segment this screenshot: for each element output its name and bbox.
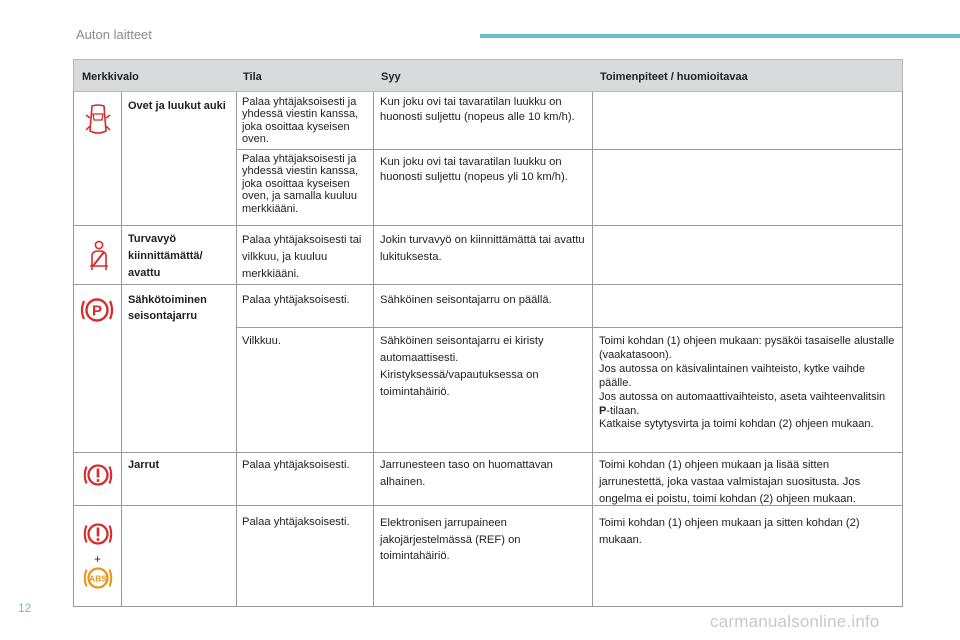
abs-icon-text: ABS: [89, 573, 107, 584]
svg-text:P: P: [91, 302, 103, 320]
page-number: 12: [18, 601, 32, 615]
table-border-left: [73, 92, 74, 607]
indicator-label-parking-brake: Sähkötoiminen seisontajarru: [128, 294, 207, 322]
plus-sign: +: [94, 552, 102, 566]
action-cell: Toimi kohdan (1) ohjeen mukaan ja lisää sitten jarrunestettä, joka vastaa valmistajan suositusta. Jos ongelma ei poistu, toimi kohdan (2) ohjeen mukaan.: [599, 459, 861, 505]
column-header-state: Tila: [243, 71, 262, 83]
indicator-label-brakes: Jarrut: [128, 459, 160, 471]
brake-warning-icon: [82, 520, 114, 548]
column-divider: [592, 92, 593, 607]
column-header-action: Toimenpiteet / huomioitavaa: [600, 71, 748, 83]
column-divider: [373, 92, 374, 607]
state-cell: Palaa yhtäjaksoisesti.: [242, 516, 350, 528]
state-cell: Palaa yhtäjaksoisesti.: [242, 294, 350, 306]
column-header-indicator: Merkkivalo: [82, 71, 139, 83]
cause-cell: Jarrunesteen taso on huomattavan alhainen.: [380, 459, 553, 488]
state-cell: Palaa yhtäjaksoisesti ja yhdessä viestin kanssa, joka osoittaa kyseisen oven, ja samalla kuuluu merkkiääni.: [242, 153, 359, 215]
row-divider: [73, 452, 903, 453]
parking-brake-icon: [79, 295, 115, 325]
cause-cell: Elektronisen jarrupaineen jakojärjestelmässä (REF) on toimintahäiriö.: [380, 517, 521, 562]
abs-icon: [82, 564, 114, 592]
action-cell: Toimi kohdan (1) ohjeen mukaan ja sitten kohdan (2) mukaan.: [599, 517, 860, 546]
cause-cell: Sähköinen seisontajarru ei kiristy automaattisesti. Kiristyksessä/vapautuksessa on toimintahäiriö.: [380, 335, 544, 398]
row-divider: [73, 284, 903, 285]
cause-cell: Jokin turvavyö on kiinnittämättä tai avattu lukituksesta.: [380, 234, 585, 263]
row-divider: [73, 225, 903, 226]
column-header-cause: Syy: [381, 71, 401, 83]
cause-cell: Kun joku ovi tai tavaratilan luukku on huonosti suljettu (nopeus yli 10 km/h).: [380, 156, 568, 183]
state-cell: Palaa yhtäjaksoisesti tai vilkkuu, ja kuuluu merkkiääni.: [242, 234, 362, 280]
column-divider: [236, 92, 237, 607]
table-border-bottom: [73, 606, 903, 607]
section-title: Auton laitteet: [76, 27, 152, 42]
state-cell: Palaa yhtäjaksoisesti ja yhdessä viestin kanssa, joka osoittaa kyseisen oven.: [242, 96, 359, 146]
column-divider: [121, 92, 122, 607]
subrow-divider: [236, 149, 903, 150]
seatbelt-icon: [87, 240, 111, 272]
subrow-divider: [236, 327, 903, 328]
indicator-label-seatbelt: Turvavyö kiinnittämättä/ avattu: [128, 233, 203, 279]
state-cell: Vilkkuu.: [242, 335, 281, 347]
watermark: carmanualsonline.info: [710, 612, 880, 631]
door-open-icon: [85, 103, 111, 137]
cause-cell: Kun joku ovi tai tavaratilan luukku on huonosti suljettu (nopeus alle 10 km/h).: [380, 96, 575, 123]
warning-lights-table: [73, 59, 903, 607]
table-header: [73, 59, 903, 92]
brake-warning-icon: [82, 461, 114, 489]
cause-cell: Sähköinen seisontajarru on päällä.: [380, 294, 552, 306]
header-accent-bar: [480, 34, 960, 38]
indicator-label-doors: Ovet ja luukut auki: [128, 100, 226, 112]
table-border-right: [902, 92, 903, 607]
action-cell: Toimi kohdan (1) ohjeen mukaan: pysäköi tasaiselle alustalle (vaakatasoon). Jos autossa on käsivalintainen vaihteisto, kytke vaihde päälle. Jos autossa on automaattivaihteisto, aseta vaihteenvalitsin P-tilaan. Katkaise sytytysvirta ja toimi kohdan (2) ohjeen mukaan.: [599, 335, 895, 431]
state-cell: Palaa yhtäjaksoisesti.: [242, 459, 350, 471]
